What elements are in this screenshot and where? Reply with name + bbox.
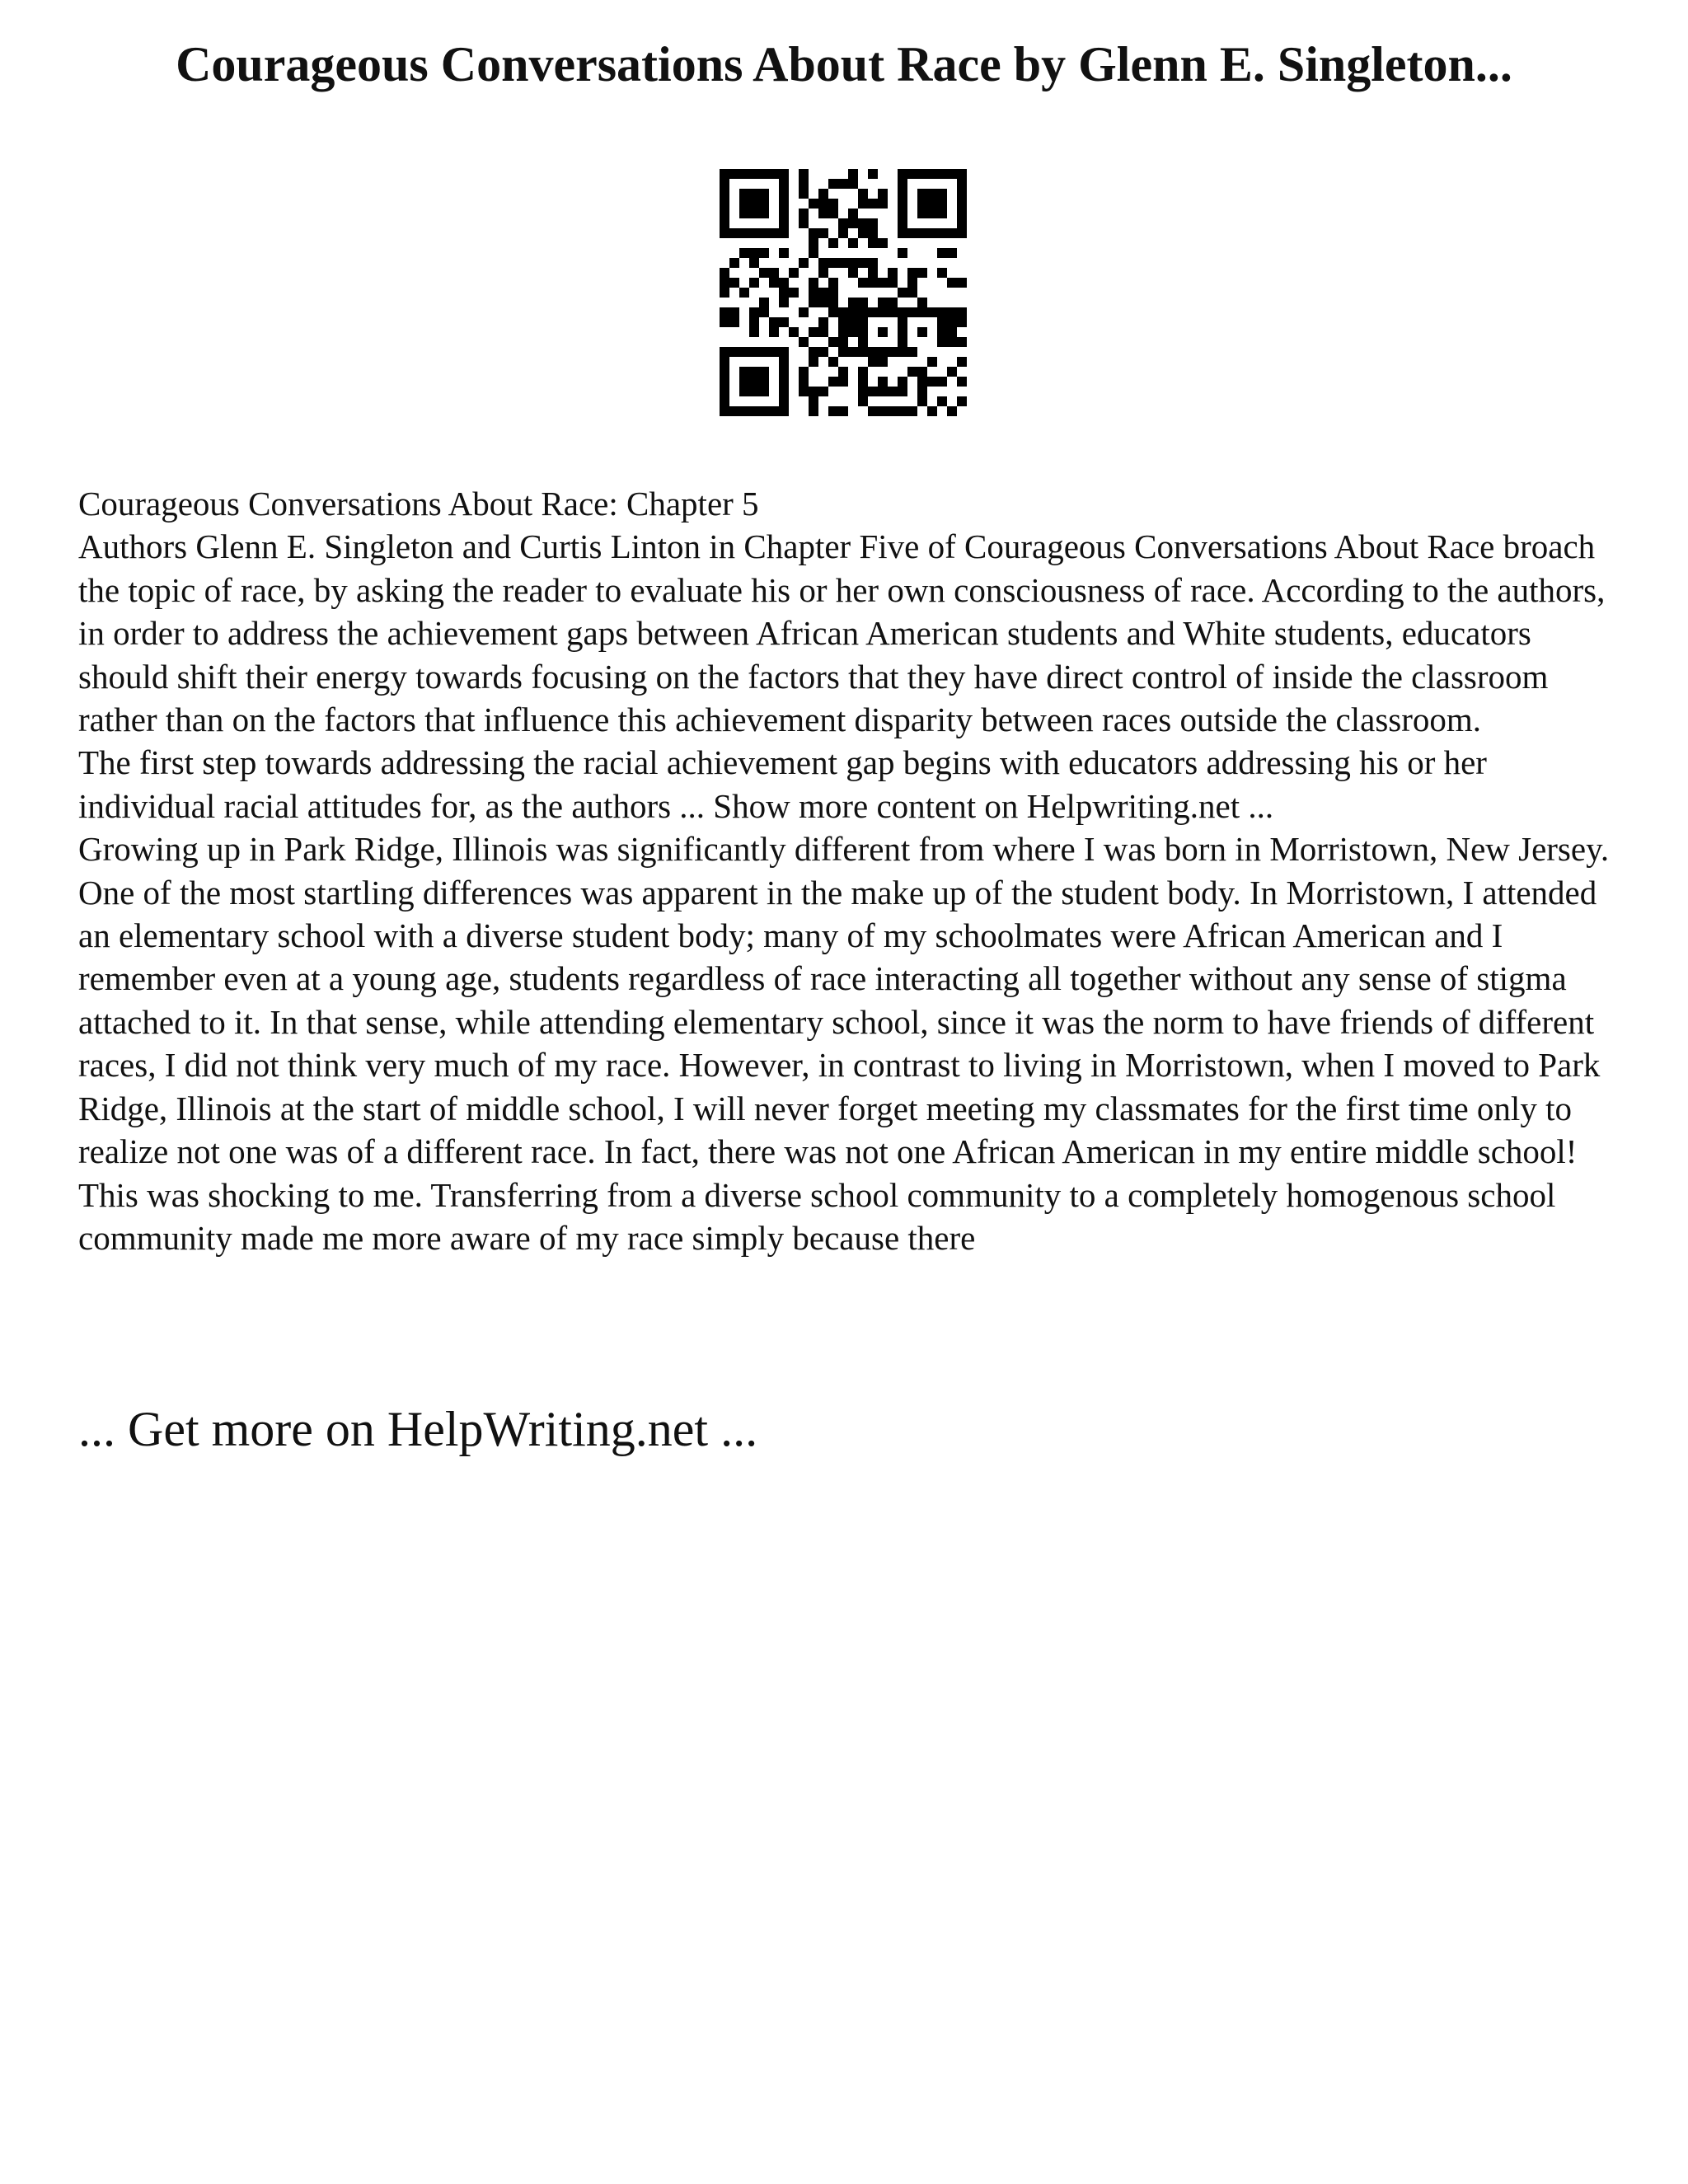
article-paragraph: Growing up in Park Ridge, Illinois was significantly different from where I was born in Morristown, New Jersey. One of the most startling differences was apparent in the make up of the student body. In Morristown, I attended an elementary school with a diverse student body; many of my schoolmates were African American and I remember even at a young age, students regardless of race interacting all together without any sense of stigma attached to it. In that sense, while attending elementary school, since it was the norm to have friends of different races, I did not think very much of my race. However, in contrast to living in Morristown, when I moved to Park Ridge, Illinois at the start of middle school, I will never forget meeting my classmates for the first time only to realize not one was of a different race. In fact, there was not one African American in my entire middle school! This was shocking to me. Transferring from a diverse school community to a completely homogenous school community made me more aware of my race simply because there — [78, 830, 1610, 1257]
qr-code-icon[interactable] — [720, 169, 967, 416]
article-body — [78, 482, 1628, 1259]
article-paragraph: The first step towards addressing the racial achievement gap begins with educators addressing his or her individual racial attitudes for, as the authors ... Show more content on Helpwriting.net ... — [78, 743, 1487, 825]
get-more-link[interactable]: ... Get more on HelpWriting.net ... — [78, 1402, 758, 1456]
article-paragraph: Authors Glenn E. Singleton and Curtis Linton in Chapter Five of Courageous Conversations About Race broach the topic of race, by asking the reader to evaluate his or her own consciousness of race. According to the authors, in order to address the achievement gaps between African American students and White students, educators should shift their energy towards focusing on the factors that they have direct control of inside the classroom rather than on the factors that influence this achievement disparity between races outside the classroom. — [78, 527, 1606, 739]
article-heading: Courageous Conversations About Race: Chapter 5 — [78, 485, 759, 523]
page-title: Courageous Conversations About Race by Glenn E. Singleton... — [176, 37, 1512, 91]
